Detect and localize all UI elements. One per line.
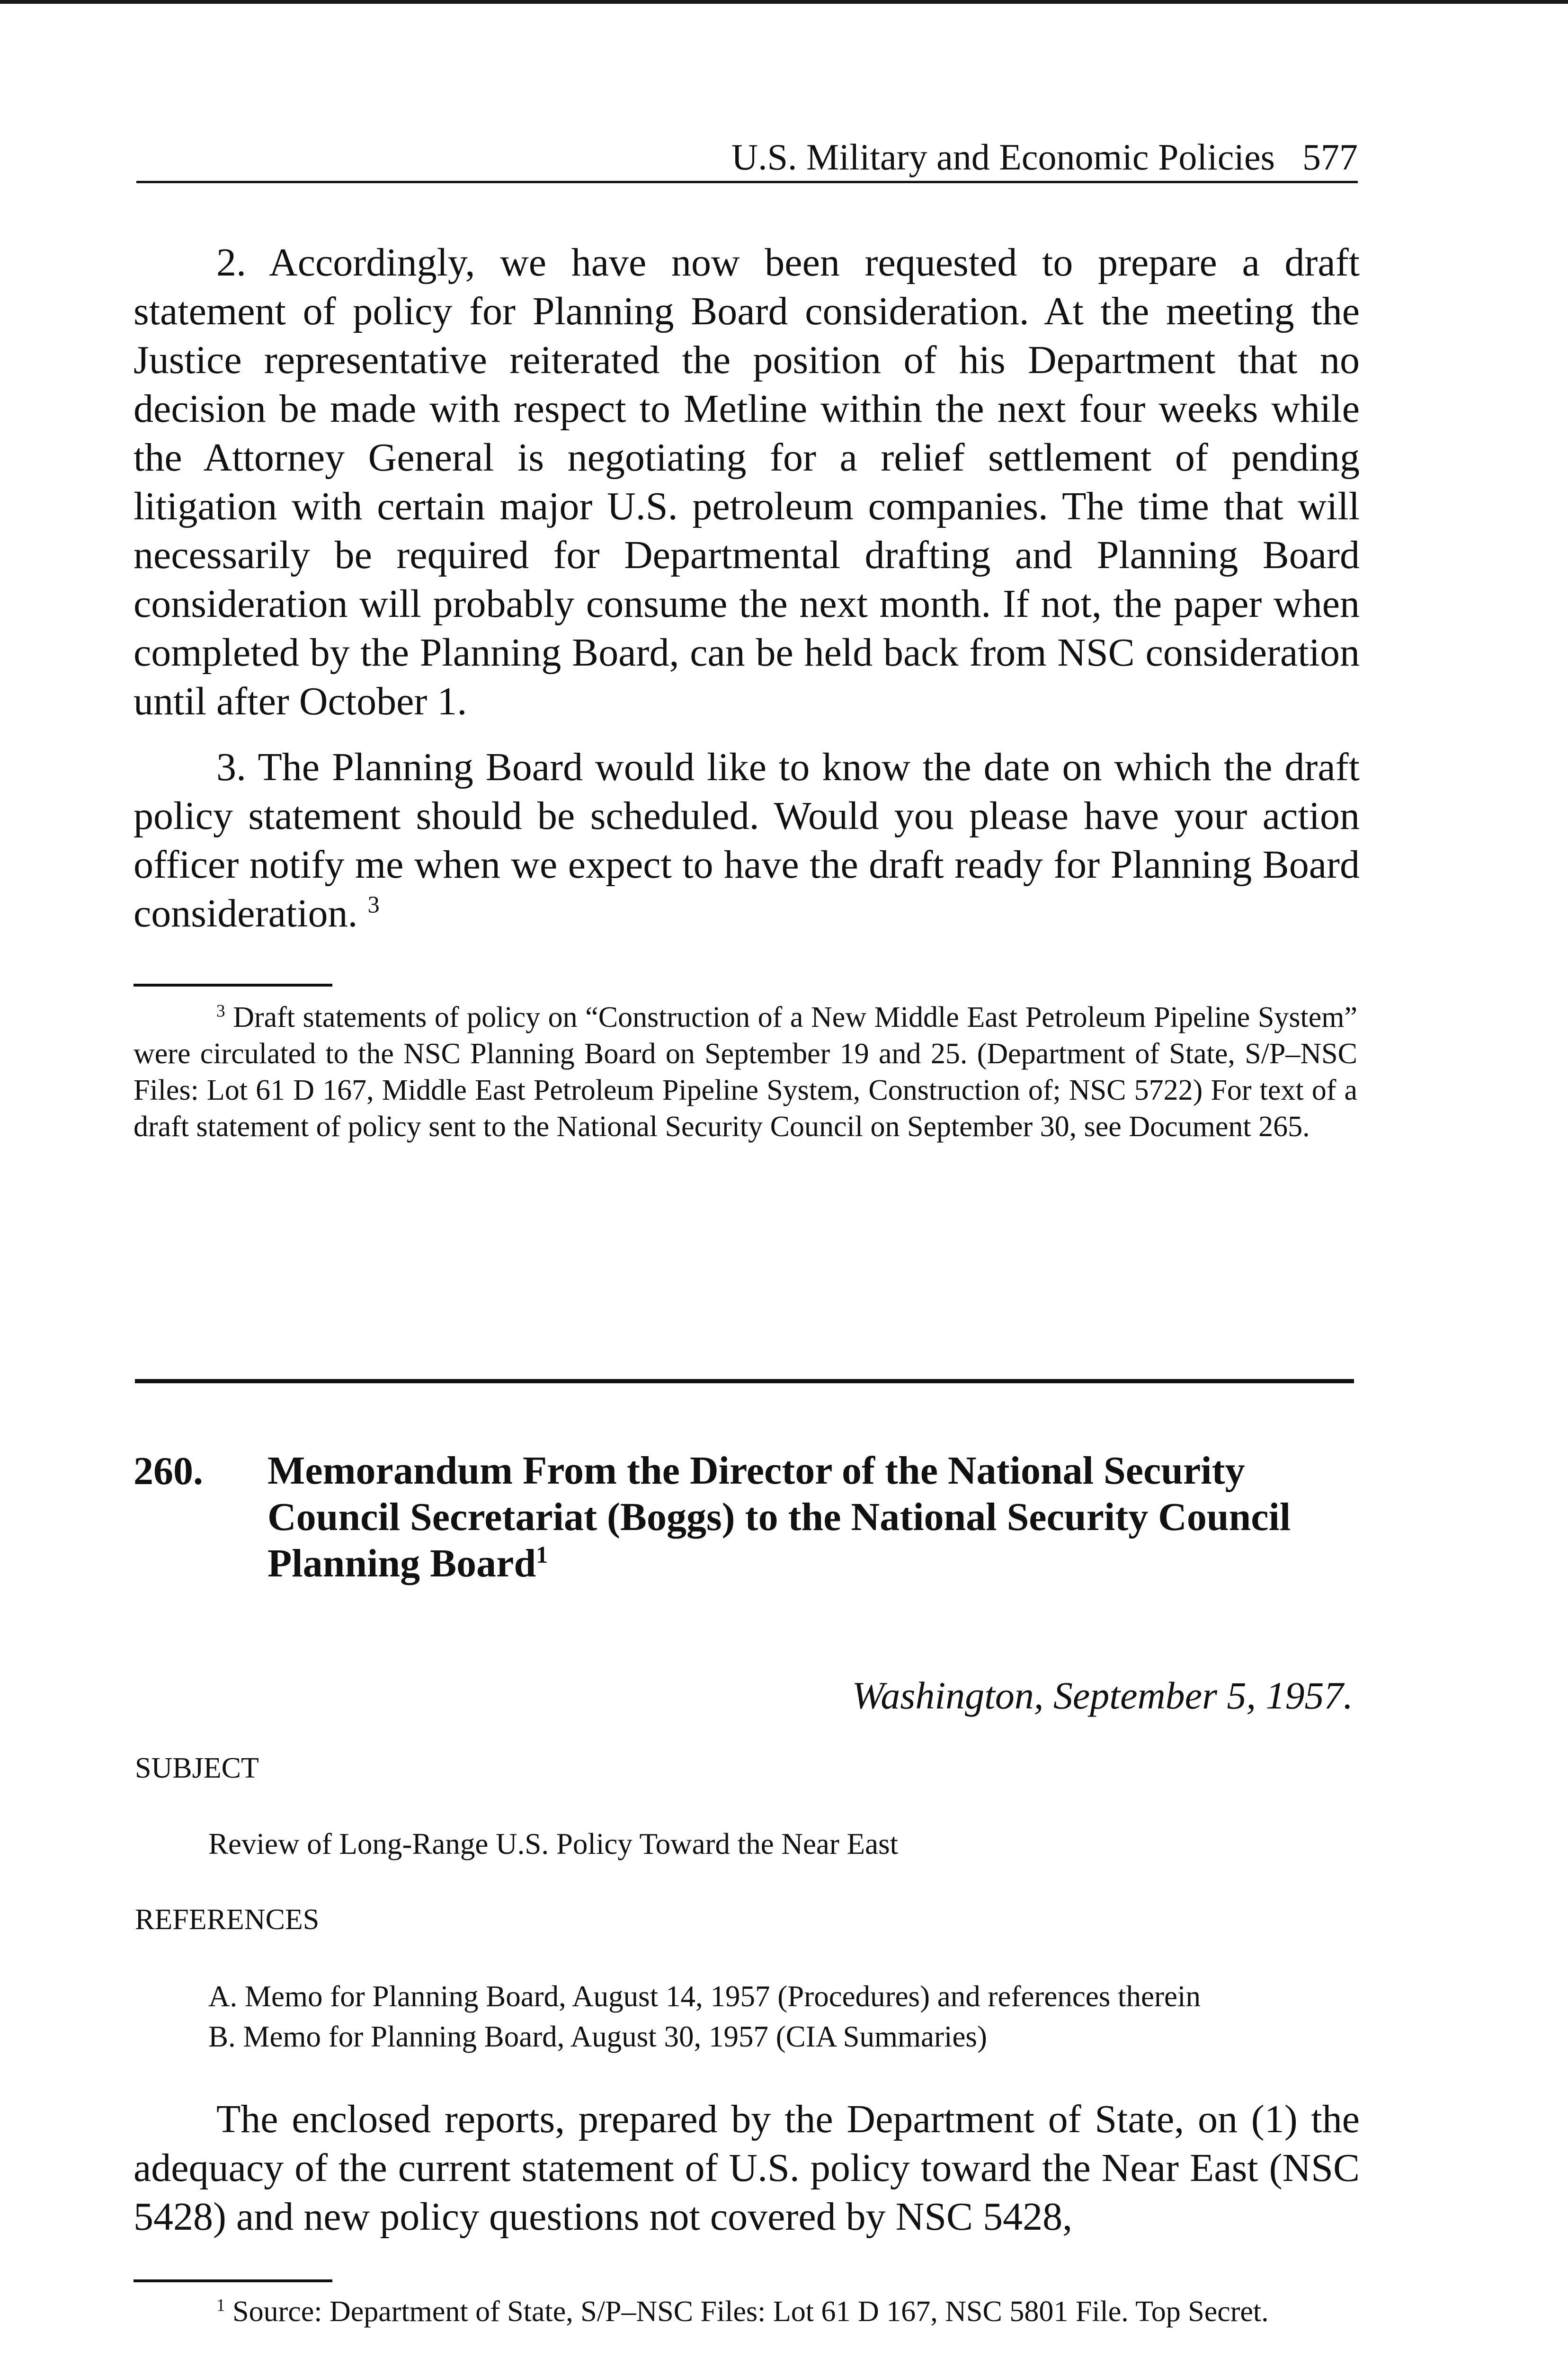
subject-label: SUBJECT <box>135 1752 259 1784</box>
footnote-1-marker: 1 <box>216 2296 225 2315</box>
footnote-3 <box>134 999 1357 1145</box>
page-top-border <box>0 0 1568 4</box>
paragraph-3-text: 3. The Planning Board would like to know the date on which the draft policy statement should be scheduled. Would you please have your action officer notify me when we expect to have the draft ready for Planning Board consideration. <box>134 745 1360 935</box>
footnote-3-marker: 3 <box>216 1001 225 1021</box>
paragraph-2 <box>134 238 1360 726</box>
page-number: 577 <box>1302 136 1358 178</box>
memo-body-paragraph <box>134 2095 1360 2241</box>
footnote-ref-1: 1 <box>536 1541 548 1568</box>
paragraph-2-text: 2. Accordingly, we have now been requested to prepare a draft statement of policy for Planning Board consideration. At the meeting the Justice representative reiterated the position of his Department that no decision be made with respect to Metline within the next four weeks while the Attorney General is negotiating for a relief settlement of pending litigation with certain major U.S. petroleum companies. The time that will necessarily be required for Departmental drafting and Planning Board consideration will probably consume the next month. If not, the paper when completed by the Planning Board, can be held back from NSC consideration until after October 1. <box>134 240 1360 723</box>
reference-a: A. Memo for Planning Board, August 14, 1957 (Procedures) and references therein <box>208 1980 1201 2013</box>
running-header <box>136 133 1358 183</box>
running-title: U.S. Military and Economic Policies <box>731 136 1275 178</box>
footnote-1-text: Source: Department of State, S/P–NSC Files: Lot 61 D 167, NSC 5801 File. Top Secret. <box>232 2296 1269 2328</box>
dateline: Washington, September 5, 1957. <box>852 1674 1353 1717</box>
footnote-3-text: Draft statements of policy on “Construction of a New Middle East Petroleum Pipeline System” were circulated to the NSC Planning Board on September 19 and 25. (Department of State, S/P–NSC Files: Lot 61 D 167, Middle East Petroleum Pipeline System, Construction of; NSC 5722) For text of a draft statement of policy sent to the National Security Council on September 30, see Document 265. <box>134 1001 1357 1143</box>
footnote-ref-3: 3 <box>367 891 380 918</box>
footnote-rule-3 <box>134 984 332 987</box>
footnote-rule-1 <box>134 2279 332 2282</box>
section-divider <box>135 1379 1354 1383</box>
document-title <box>267 1448 1366 1587</box>
reference-b: B. Memo for Planning Board, August 30, 1957 (CIA Summaries) <box>208 2020 987 2053</box>
memo-body-text: The enclosed reports, prepared by the Department of State, on (1) the adequacy of the current statement of U.S. policy toward the Near East (NSC 5428) and new policy questions not covered by NSC 5428, <box>134 2097 1360 2239</box>
document-title-text: Memorandum From the Director of the National Security Council Secretariat (Boggs) to the National Security Council Planning Board <box>267 1449 1291 1585</box>
document-number: 260. <box>134 1449 203 1493</box>
paragraph-3 <box>134 743 1360 938</box>
references-label: REFERENCES <box>135 1904 320 1936</box>
footnote-1 <box>134 2294 1357 2330</box>
subject-text: Review of Long-Range U.S. Policy Toward the Near East <box>208 1827 899 1860</box>
